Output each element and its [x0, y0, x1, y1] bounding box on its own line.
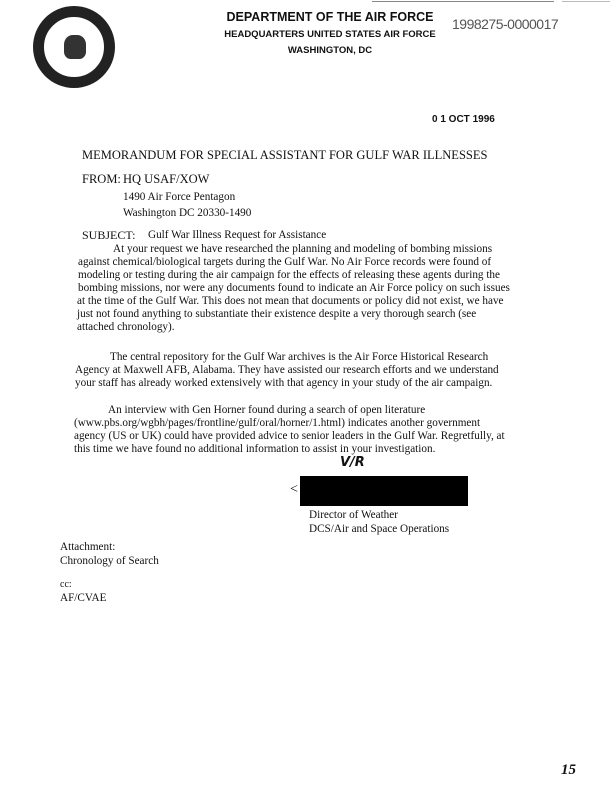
paragraph-line: attached chronology).	[77, 321, 175, 333]
letterhead-location: WASHINGTON, DC	[287, 45, 373, 56]
document-number-stamp: 1998275-0000017	[452, 16, 559, 32]
paragraph-line: (www.pbs.org/wgbh/pages/frontline/gulf/oral/horner/1.html) indicates another government	[74, 417, 481, 429]
paragraph-line: Agency at Maxwell AFB, Alabama. They have assisted our research efforts and we understand	[75, 364, 499, 376]
from-line: Washington DC 20330-1490	[123, 207, 252, 219]
letterhead-department: DEPARTMENT OF THE AIR FORCE	[226, 10, 434, 24]
paragraph-line: against chemical/biological targets during the Gulf War. No Air Force records were found of	[78, 256, 492, 268]
attachment-label: Attachment:	[60, 541, 116, 553]
letterhead-headquarters: HEADQUARTERS UNITED STATES AIR FORCE	[224, 29, 436, 40]
paragraph-line: modeling or testing during the air campaign for the effects of releasing these agents during the	[78, 269, 500, 281]
memo-date: 0 1 OCT 1996	[432, 114, 495, 125]
cc-label: cc:	[60, 579, 72, 590]
subject-text: Gulf War Illness Request for Assistance	[148, 229, 327, 241]
eagle-icon	[64, 35, 86, 59]
paragraph-line: agency (US or UK) could have provided advice to senior leaders in the Gulf War. Regretfully, at	[74, 430, 505, 442]
cc-item: AF/CVAE	[60, 592, 107, 604]
scan-edge-line	[562, 1, 610, 2]
signature-closing: V/R	[340, 455, 365, 470]
redacted-signature	[300, 476, 468, 506]
signature-title: Director of Weather	[309, 509, 398, 521]
from-line: 1490 Air Force Pentagon	[123, 191, 236, 203]
page-mark: 15	[561, 762, 576, 778]
from-label: FROM:	[82, 172, 121, 186]
air-force-seal	[33, 6, 115, 88]
paragraph-line: bombing missions, nor were any documents found to indicate an Air Force policy on such issues	[78, 282, 510, 294]
paragraph-line: this time we have found no additional information to assist in your investigation.	[74, 443, 436, 455]
attachment-item: Chronology of Search	[60, 555, 159, 567]
paragraph-line: At your request we have researched the planning and modeling of bombing missions	[113, 243, 493, 255]
signature-title: DCS/Air and Space Operations	[309, 523, 450, 535]
from-line: HQ USAF/XOW	[123, 172, 210, 186]
memo-for: MEMORANDUM FOR SPECIAL ASSISTANT FOR GULF WAR ILLNESSES	[82, 148, 488, 162]
paragraph-line: The central repository for the Gulf War archives is the Air Force Historical Research	[110, 351, 489, 363]
signature-mark: <	[290, 482, 298, 497]
paragraph-line: at the time of the Gulf War. This does not mean that documents or policy did not exist, we have	[77, 295, 504, 307]
paragraph-line: your staff has already worked extensively with that agency in your study of the air campaign.	[75, 377, 493, 389]
subject-label: SUBJECT:	[82, 228, 136, 242]
paragraph-line: An interview with Gen Horner found during a search of open literature	[108, 404, 426, 416]
paragraph-line: just not found anything to substantiate their existence despite a very thorough search (see	[77, 308, 477, 320]
scan-edge-line	[372, 1, 554, 2]
